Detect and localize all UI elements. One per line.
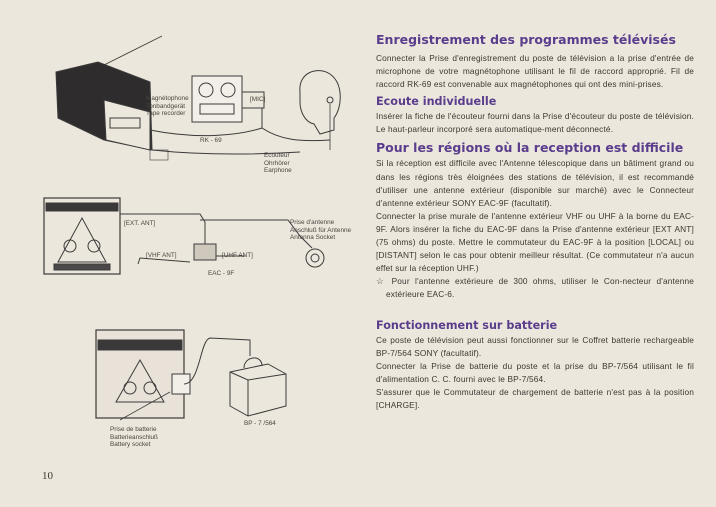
listener-head-drawing	[300, 71, 340, 134]
note-300-ohm: ☆ Pour l'antenne extérieure de 300 ohms, utiliser le Con-necteur d'antenne extérieure EAC-6.	[376, 276, 694, 300]
heading-difficult-reception: Pour les régions où la reception est difficile	[376, 140, 684, 156]
para-reception-2: Connecter la prise murale de l'antenne extérieur VHF ou UHF à la borne du EAC-9F. Alors insérer la fiche du EAC-9F dans la Prise d'antenne extérieur [EXT ANT] (75 ohms) du poste. Mettre le commutateur du EAC-9F à la position [LOCAL] ou [DISTANT] selon le cas pour obtenir meilleur résultat. (Ce commutateur n'a aucun effet sur la réception UHF.)	[376, 210, 694, 274]
text-column	[376, 32, 694, 412]
label-ext-ant: [EXT. ANT]	[124, 220, 156, 227]
section-earphone	[376, 95, 694, 136]
para-battery-1: Ce poste de télévision peut aussi fonctionner sur le Coffret batterie rechargeable BP-7/564 SONY (facultatif).	[376, 334, 694, 358]
heading-recording: Enregistrement des programmes télévisés	[376, 32, 676, 47]
tv-set-figure1	[56, 36, 162, 150]
tv-back-figure2	[44, 198, 120, 274]
section-difficult-reception	[376, 140, 694, 301]
heading-battery: Fonctionnement sur batterie	[376, 318, 558, 332]
page-number: 10	[42, 470, 53, 482]
label-rk69: RK - 69	[200, 137, 222, 144]
label-mic: [MIC]	[250, 96, 266, 103]
para-earphone: Insérer la fiche de l'écouteur fourni dans la Prise d'écouteur du poste de télévision. Le haut-parleur incorporé sera automatique-ment déconnecté.	[376, 111, 694, 135]
label-earphone: Ecouteur Ohrhörer Earphone	[264, 152, 292, 174]
tv-battery-figure3	[96, 330, 190, 418]
heading-earphone: Ecoute individuelle	[376, 95, 497, 109]
section-recording	[376, 32, 694, 91]
para-recording: Connecter la Prise d'enregistrement du poste de télévision a la prise d'entrée de microphone de votre magnétophone utilisant le fil de raccord approprié. Fil de raccord RK-69 est convenable aux magnétophones qui ont des mini-prises.	[376, 53, 694, 90]
para-battery-3: S'assurer que le Commutateur de chargement de batterie n'est pas à la position [CHARGE].	[376, 386, 694, 410]
para-battery-2: Connecter la Prise de batterie du poste et la prise du BP-7/564 utilisant le fil d'alimentation C. C. fourni avec le BP-7/564.	[376, 360, 694, 384]
label-eac9f: EAC - 9F	[208, 270, 235, 277]
label-tape-recorder: Magnétophone Tonbandgerät Tape recorder	[146, 95, 189, 117]
label-antenna-socket: Prise d'antenne Anschluß für Antenne Antenna Socket	[290, 219, 352, 241]
label-uhf-ant: [UHF ANT]	[222, 252, 253, 259]
label-battery-socket: Prise de batterie Batterieanschluß Battery socket	[110, 426, 158, 448]
para-reception-1: Si la réception est difficile avec l'Antenne télescopique dans un bâtiment grand ou dans les régions très éloignées des stations de télévision, il est recommandé d'utiliser une antenne extérieur (disponible sur marché) avec le Connecteur d'antenne extérieur SONY EAC-9F (facultatif).	[376, 158, 694, 208]
label-vhf-ant: [VHF ANT]	[146, 252, 177, 259]
battery-case-drawing	[230, 358, 286, 416]
label-bp7: BP - 7 /564	[244, 420, 276, 427]
section-battery	[376, 319, 694, 413]
